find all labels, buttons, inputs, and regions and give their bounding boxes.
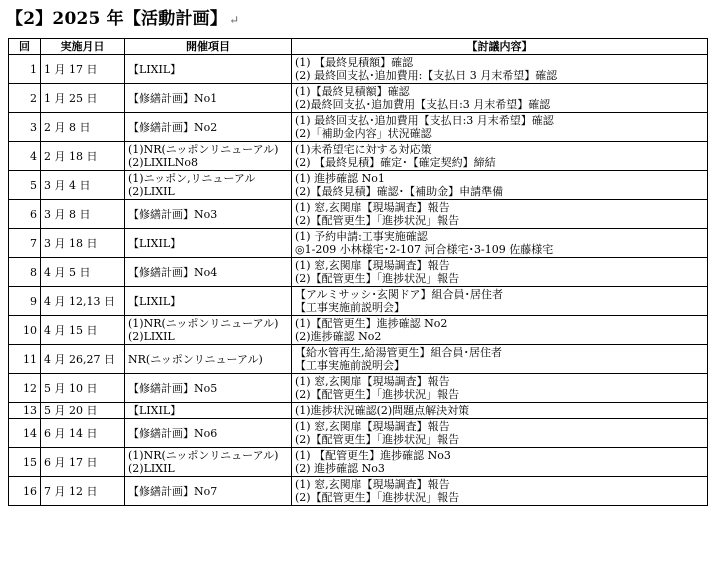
topic-line: (2) 【最終見積】確定･【確定契約】締結 (295, 156, 496, 169)
row-number-cell: 5 (9, 171, 41, 200)
item-line: (2)LIXILNo8 (128, 156, 198, 169)
topic-line: (1)【配管更生】進捗確認 No2 (295, 317, 448, 330)
table-header-row (9, 39, 708, 55)
topic-cell (292, 345, 708, 374)
date-cell: 4 月 5 日 (41, 258, 125, 287)
topic-cell (292, 84, 708, 113)
item-cell (125, 287, 292, 316)
item-line: 【修繕計画】No2 (128, 120, 218, 134)
topic-line: 【工事実施前説明会】 (295, 359, 405, 372)
topic-line: ◎1-209 小林様宅･2-107 河合様宅･3-109 佐藤様宅 (295, 243, 554, 256)
date-cell: 6 月 17 日 (41, 448, 125, 477)
topic-line: (1) 窓,玄関扉【現場調査】報告 (295, 375, 450, 388)
date-cell: 3 月 8 日 (41, 200, 125, 229)
row-number-cell: 7 (9, 229, 41, 258)
topic-cell (292, 403, 708, 419)
topic-cell (292, 258, 708, 287)
header-topic: 【討議内容】 (292, 39, 708, 55)
topic-line: (1) 進捗確認 No1 (295, 172, 385, 185)
paragraph-mark-icon: ↵ (229, 13, 240, 27)
date-cell: 1 月 25 日 (41, 84, 125, 113)
topic-cell (292, 229, 708, 258)
topic-line: (1)進捗状況確認(2)問題点解決対策 (295, 404, 470, 417)
topic-line: (1) 窓,玄関扉【現場調査】報告 (295, 201, 450, 214)
topic-line: (1)未希望宅に対する対応策 (295, 143, 432, 156)
topic-line: 【アルミサッシ･玄関ドア】組合員･居住者 (295, 288, 504, 301)
item-cell (125, 200, 292, 229)
item-line: (2)LIXIL (128, 330, 175, 343)
topic-line: (1) 【最終見積額】確認 (295, 56, 414, 69)
date-cell: 2 月 18 日 (41, 142, 125, 171)
item-line: 【修繕計画】No4 (128, 265, 218, 279)
date-cell: 2 月 8 日 (41, 113, 125, 142)
item-cell (125, 345, 292, 374)
topic-line: (2)最終回支払･追加費用【支払日:3 月末希望】確認 (295, 98, 551, 111)
topic-cell (292, 171, 708, 200)
row-number-cell: 2 (9, 84, 41, 113)
table-row (9, 200, 708, 229)
item-cell (125, 419, 292, 448)
item-line: (1)NR(ニッポンリニューアル) (128, 449, 279, 462)
page-title-text: 【2】2025 年【活動計画】 (6, 9, 228, 29)
date-cell: 1 月 17 日 (41, 55, 125, 84)
row-number-cell: 11 (9, 345, 41, 374)
topic-line: (2)【最終見積】確認･【補助金】申請準備 (295, 185, 504, 198)
item-line: 【修繕計画】No5 (128, 381, 218, 395)
item-line: 【LIXIL】 (128, 294, 182, 308)
row-number-cell: 9 (9, 287, 41, 316)
table-row (9, 403, 708, 419)
topic-line: (2)【配管更生】「進捗状況」報告 (295, 433, 460, 446)
item-cell (125, 374, 292, 403)
date-cell: 5 月 20 日 (41, 403, 125, 419)
topic-line: (2) 進捗確認 No3 (295, 462, 385, 475)
item-line: (1)NR(ニッポンリニューアル) (128, 317, 279, 330)
item-line: NR(ニッポンリニューアル) (128, 352, 263, 366)
header-item: 開催項目 (125, 39, 292, 55)
table-row (9, 448, 708, 477)
item-line: 【LIXIL】 (128, 236, 182, 250)
topic-line: (2)【配管更生】「進捗状況」報告 (295, 214, 460, 227)
table-row (9, 374, 708, 403)
row-number-cell: 12 (9, 374, 41, 403)
item-line: (2)LIXIL (128, 462, 175, 475)
item-line: 【修繕計画】No7 (128, 484, 218, 498)
item-cell (125, 403, 292, 419)
row-number-cell: 8 (9, 258, 41, 287)
item-cell (125, 55, 292, 84)
table-row (9, 316, 708, 345)
topic-line: 【工事実施前説明会】 (295, 301, 405, 314)
row-number-cell: 15 (9, 448, 41, 477)
topic-line: (2)「補助金内容」状況確認 (295, 127, 432, 140)
topic-cell (292, 113, 708, 142)
row-number-cell: 4 (9, 142, 41, 171)
topic-line: (1) 最終回支払･追加費用【支払日:3 月末希望】確認 (295, 114, 554, 127)
date-cell: 5 月 10 日 (41, 374, 125, 403)
topic-cell (292, 142, 708, 171)
date-cell: 4 月 26,27 日 (41, 345, 125, 374)
topic-line: (2)進捗確認 No2 (295, 330, 382, 343)
item-cell (125, 84, 292, 113)
page-title (6, 4, 239, 29)
table-row (9, 287, 708, 316)
item-line: 【修繕計画】No1 (128, 91, 218, 105)
item-cell (125, 448, 292, 477)
item-line: (1)NR(ニッポンリニューアル) (128, 143, 279, 156)
row-number-cell: 3 (9, 113, 41, 142)
date-cell: 7 月 12 日 (41, 477, 125, 506)
row-number-cell: 6 (9, 200, 41, 229)
topic-line: (2)【配管更生】「進捗状況」報告 (295, 388, 460, 401)
item-line: 【LIXIL】 (128, 404, 182, 417)
topic-line: (2)【配管更生】「進捗状況」報告 (295, 491, 460, 504)
date-cell: 6 月 14 日 (41, 419, 125, 448)
topic-cell (292, 374, 708, 403)
row-number-cell: 1 (9, 55, 41, 84)
item-line: 【修繕計画】No6 (128, 426, 218, 440)
item-cell (125, 113, 292, 142)
table-row (9, 55, 708, 84)
item-line: (1)ニッポン,リニューアル (128, 172, 256, 185)
item-line: (2)LIXIL (128, 185, 175, 198)
header-no: 回 (9, 39, 41, 55)
topic-line: (2)【配管更生】「進捗状況」報告 (295, 272, 460, 285)
table-body (9, 55, 708, 506)
table-row (9, 477, 708, 506)
row-number-cell: 13 (9, 403, 41, 419)
header-date: 実施月日 (41, 39, 125, 55)
topic-line: (1) 窓,玄関扉【現場調査】報告 (295, 259, 450, 272)
table-row (9, 171, 708, 200)
row-number-cell: 14 (9, 419, 41, 448)
item-cell (125, 258, 292, 287)
topic-cell (292, 477, 708, 506)
topic-line: (1) 【配管更生】進捗確認 No3 (295, 449, 451, 462)
table-row (9, 113, 708, 142)
topic-cell (292, 316, 708, 345)
topic-line: (1) 窓,玄関扉【現場調査】報告 (295, 478, 450, 491)
date-cell: 3 月 18 日 (41, 229, 125, 258)
topic-line: 【給水管再生,給湯管更生】組合員･居住者 (295, 346, 502, 359)
activity-table (8, 38, 708, 506)
topic-cell (292, 448, 708, 477)
date-cell: 3 月 4 日 (41, 171, 125, 200)
item-cell (125, 142, 292, 171)
table-row (9, 258, 708, 287)
topic-line: (1) 予約申請:工事実施確認 (295, 230, 428, 243)
table-row (9, 229, 708, 258)
topic-line: (1) 窓,玄関扉【現場調査】報告 (295, 420, 450, 433)
item-cell (125, 316, 292, 345)
item-cell (125, 171, 292, 200)
table-row (9, 345, 708, 374)
row-number-cell: 16 (9, 477, 41, 506)
topic-cell (292, 55, 708, 84)
row-number-cell: 10 (9, 316, 41, 345)
item-line: 【LIXIL】 (128, 62, 182, 76)
table-row (9, 84, 708, 113)
item-cell (125, 477, 292, 506)
item-line: 【修繕計画】No3 (128, 207, 218, 221)
topic-line: (2) 最終回支払･追加費用:【支払日 3 月末希望】確認 (295, 69, 558, 82)
table-row (9, 419, 708, 448)
item-cell (125, 229, 292, 258)
date-cell: 4 月 15 日 (41, 316, 125, 345)
topic-cell (292, 200, 708, 229)
topic-line: (1)【最終見積額】確認 (295, 85, 410, 98)
table-row (9, 142, 708, 171)
topic-cell (292, 419, 708, 448)
topic-cell (292, 287, 708, 316)
date-cell: 4 月 12,13 日 (41, 287, 125, 316)
